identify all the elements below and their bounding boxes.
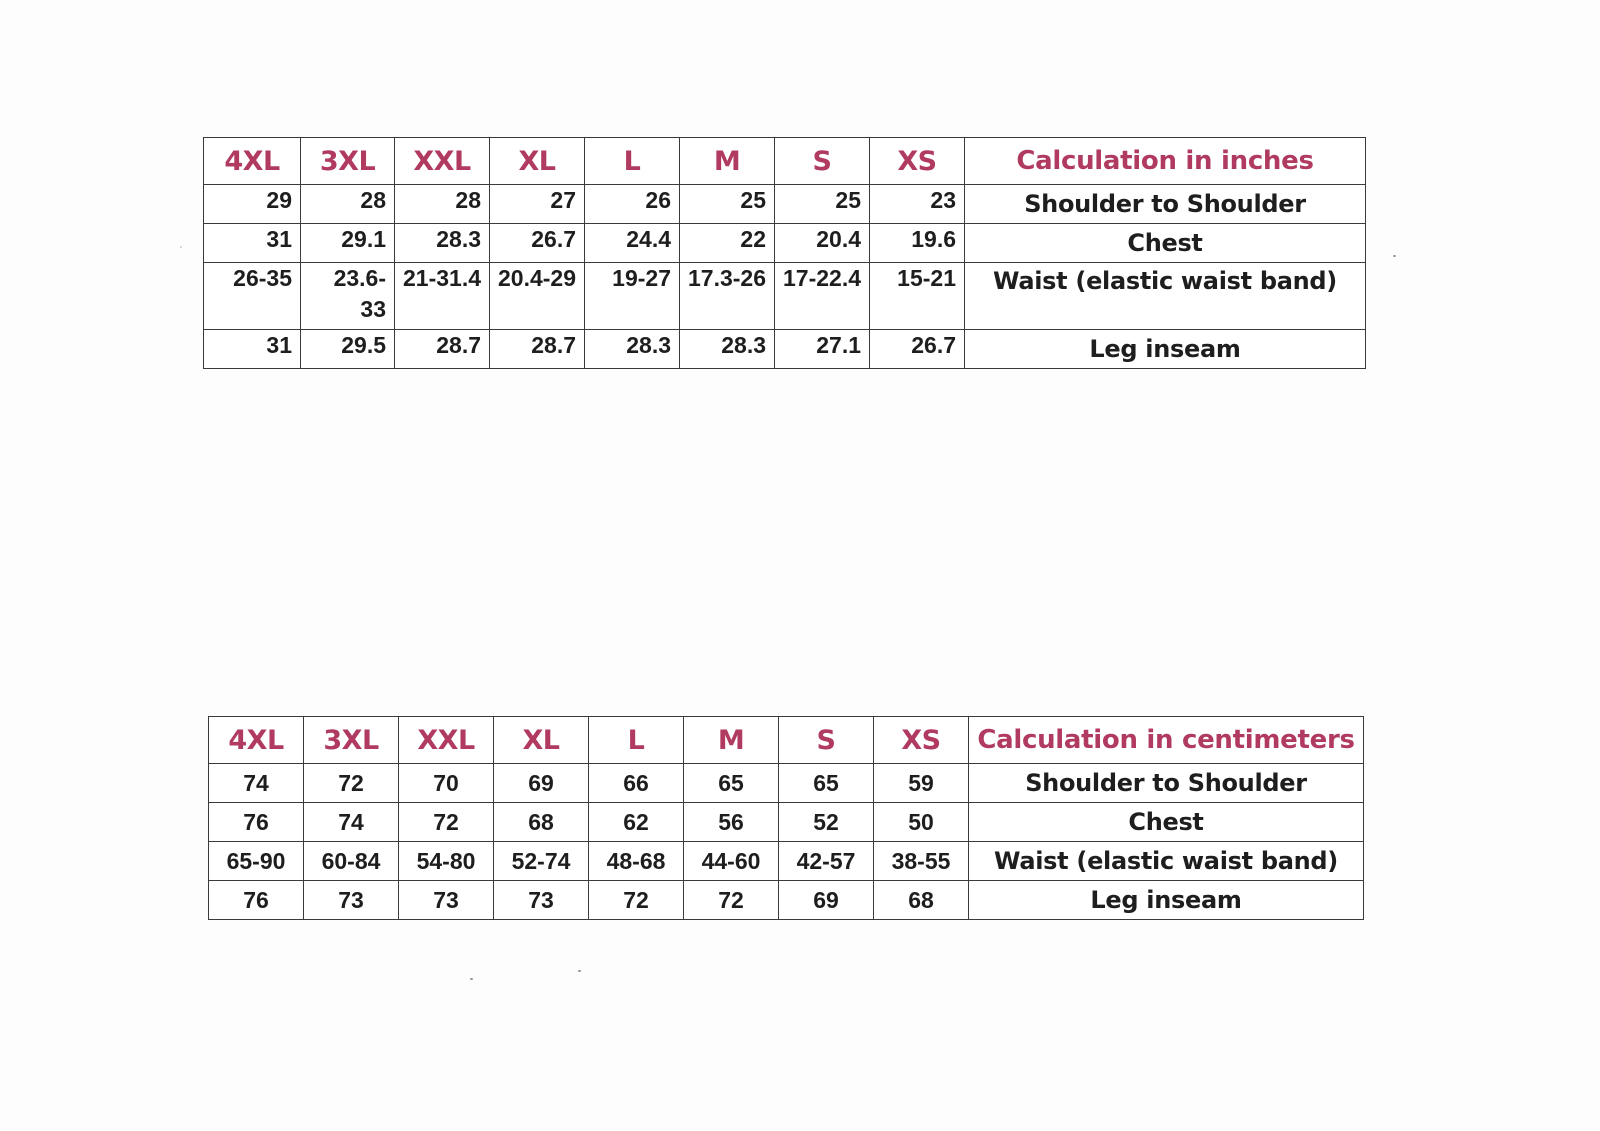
value-cell: 72 [399, 803, 494, 842]
value-cell: 15-21 [870, 263, 965, 330]
value-cell: 27 [490, 185, 585, 224]
size-header: XXL [395, 138, 490, 185]
size-header: 3XL [304, 717, 399, 764]
value-cell: 17.3-26 [680, 263, 775, 330]
value-cell: 19-27 [585, 263, 680, 330]
size-chart-inches-table [203, 137, 1366, 369]
value-cell: 26 [585, 185, 680, 224]
value-cell: 56 [684, 803, 779, 842]
value-cell: 65-90 [209, 842, 304, 881]
value-cell: 68 [874, 881, 969, 920]
size-header: XL [494, 717, 589, 764]
table-row [204, 185, 1366, 224]
value-cell: 24.4 [585, 224, 680, 263]
value-cell: 74 [209, 764, 304, 803]
table-row [204, 224, 1366, 263]
scan-speck [578, 970, 581, 972]
measurement-label: Shoulder to Shoulder [969, 764, 1364, 803]
measurement-label: Leg inseam [969, 881, 1364, 920]
size-header-row [204, 138, 1366, 185]
value-cell: 23 [870, 185, 965, 224]
value-cell: 22 [680, 224, 775, 263]
table-row [204, 263, 1366, 330]
value-cell: 73 [304, 881, 399, 920]
value-cell: 25 [775, 185, 870, 224]
value-cell: 65 [779, 764, 874, 803]
table-row [209, 842, 1364, 881]
measurement-label: Chest [965, 224, 1366, 263]
value-cell: 74 [304, 803, 399, 842]
value-cell: 73 [494, 881, 589, 920]
table-row [209, 764, 1364, 803]
size-header: 3XL [301, 138, 395, 185]
value-cell: 28.3 [680, 330, 775, 369]
value-cell: 54-80 [399, 842, 494, 881]
value-cell: 60-84 [304, 842, 399, 881]
size-header: XS [870, 138, 965, 185]
value-cell: 69 [494, 764, 589, 803]
size-header: XXL [399, 717, 494, 764]
measurement-label: Leg inseam [965, 330, 1366, 369]
value-cell: 27.1 [775, 330, 870, 369]
value-cell: 73 [399, 881, 494, 920]
value-cell: 23.6-33 [301, 263, 395, 330]
value-cell: 29 [204, 185, 301, 224]
value-cell: 28.7 [395, 330, 490, 369]
units-heading: Calculation in centimeters [969, 717, 1364, 764]
value-cell: 52-74 [494, 842, 589, 881]
size-header: L [589, 717, 684, 764]
value-cell: 19.6 [870, 224, 965, 263]
scan-speck [470, 978, 473, 980]
measurement-label: Chest [969, 803, 1364, 842]
value-cell: 17-22.4 [775, 263, 870, 330]
table-row [209, 803, 1364, 842]
size-header: M [684, 717, 779, 764]
size-header: M [680, 138, 775, 185]
value-cell: 42-57 [779, 842, 874, 881]
value-cell: 20.4-29 [490, 263, 585, 330]
measurement-label: Waist (elastic waist band) [965, 263, 1366, 330]
size-header: S [775, 138, 870, 185]
value-cell: 21-31.4 [395, 263, 490, 330]
value-cell: 29.5 [301, 330, 395, 369]
value-cell: 20.4 [775, 224, 870, 263]
value-cell: 31 [204, 224, 301, 263]
value-cell: 59 [874, 764, 969, 803]
value-cell: 50 [874, 803, 969, 842]
value-cell: 31 [204, 330, 301, 369]
measurement-label: Waist (elastic waist band) [969, 842, 1364, 881]
value-cell: 25 [680, 185, 775, 224]
value-cell: 28 [395, 185, 490, 224]
units-heading: Calculation in inches [965, 138, 1366, 185]
size-header: XS [874, 717, 969, 764]
measurement-label: Shoulder to Shoulder [965, 185, 1366, 224]
value-cell: 62 [589, 803, 684, 842]
size-header: XL [490, 138, 585, 185]
value-cell: 38-55 [874, 842, 969, 881]
value-cell: 26.7 [870, 330, 965, 369]
size-header-row [209, 717, 1364, 764]
size-header: L [585, 138, 680, 185]
value-cell: 26.7 [490, 224, 585, 263]
value-cell: 70 [399, 764, 494, 803]
value-cell: 65 [684, 764, 779, 803]
size-header: 4XL [209, 717, 304, 764]
scan-speck [1393, 255, 1396, 257]
value-cell: 29.1 [301, 224, 395, 263]
scan-speck [180, 246, 182, 248]
value-cell: 68 [494, 803, 589, 842]
value-cell: 28.3 [395, 224, 490, 263]
value-cell: 72 [684, 881, 779, 920]
value-cell: 76 [209, 881, 304, 920]
value-cell: 76 [209, 803, 304, 842]
value-cell: 48-68 [589, 842, 684, 881]
value-cell: 28.7 [490, 330, 585, 369]
value-cell: 72 [304, 764, 399, 803]
size-header: S [779, 717, 874, 764]
value-cell: 66 [589, 764, 684, 803]
value-cell: 52 [779, 803, 874, 842]
table-row [204, 330, 1366, 369]
value-cell: 44-60 [684, 842, 779, 881]
size-chart-centimeters-table [208, 716, 1364, 920]
value-cell: 28.3 [585, 330, 680, 369]
value-cell: 26-35 [204, 263, 301, 330]
table-row [209, 881, 1364, 920]
value-cell: 72 [589, 881, 684, 920]
size-header: 4XL [204, 138, 301, 185]
value-cell: 28 [301, 185, 395, 224]
value-cell: 69 [779, 881, 874, 920]
